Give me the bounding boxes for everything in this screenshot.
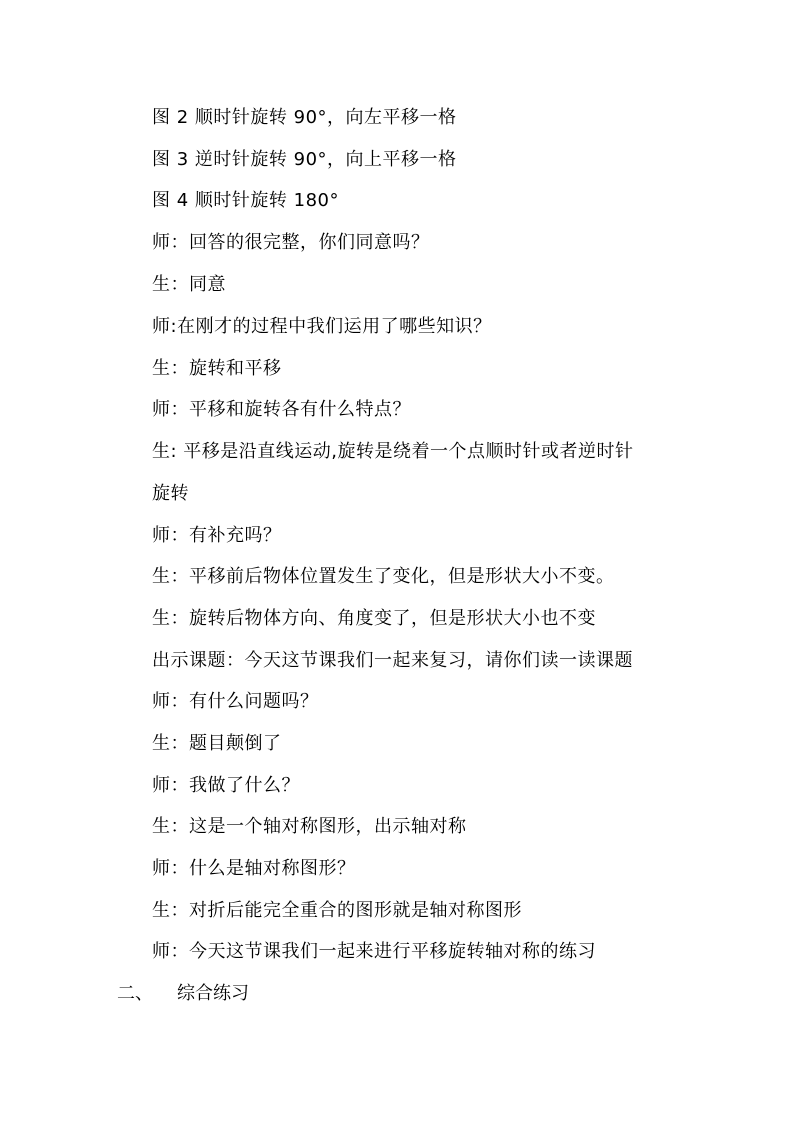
text-line: 生：旋转后物体方向、角度变了，但是形状大小也不变 <box>152 608 596 629</box>
text-line: 师：有什么问题吗？ <box>152 691 319 712</box>
text-line: 图 2 顺时针旋转 90°，向左平移一格 <box>152 107 457 128</box>
text-line: 师：回答的很完整，你们同意吗？ <box>152 232 430 253</box>
text-line: 生：同意 <box>152 274 226 295</box>
text-line: 师：什么是轴对称图形？ <box>152 858 356 879</box>
text-line: 生: 平移是沿直线运动,旋转是绕着一个点顺时针或者逆时针 <box>152 441 634 462</box>
text-line: 生：平移前后物体位置发生了变化，但是形状大小不变。 <box>152 566 615 587</box>
text-line: 图 4 顺时针旋转 180° <box>152 190 339 211</box>
section-heading <box>117 982 249 1006</box>
text-line: 师:在刚才的过程中我们运用了哪些知识？ <box>152 316 492 337</box>
section-title: 综合练习 <box>177 983 249 1004</box>
section-number: 二、 <box>117 983 153 1004</box>
text-line: 生：题目颠倒了 <box>152 733 282 754</box>
text-line: 师：平移和旋转各有什么特点？ <box>152 399 411 420</box>
text-line: 旋转 <box>152 483 189 504</box>
text-line: 师：有补充吗？ <box>152 525 282 546</box>
text-line: 生：旋转和平移 <box>152 358 282 379</box>
text-line: 出示课题：今天这节课我们一起来复习，请你们读一读课题 <box>152 650 633 671</box>
text-line: 图 3 逆时针旋转 90°，向上平移一格 <box>152 149 457 170</box>
text-line: 师：今天这节课我们一起来进行平移旋转轴对称的练习 <box>152 941 596 962</box>
text-line: 生：这是一个轴对称图形，出示轴对称 <box>152 816 467 837</box>
text-line: 生：对折后能完全重合的图形就是轴对称图形 <box>152 900 522 921</box>
text-line: 师：我做了什么？ <box>152 775 300 796</box>
